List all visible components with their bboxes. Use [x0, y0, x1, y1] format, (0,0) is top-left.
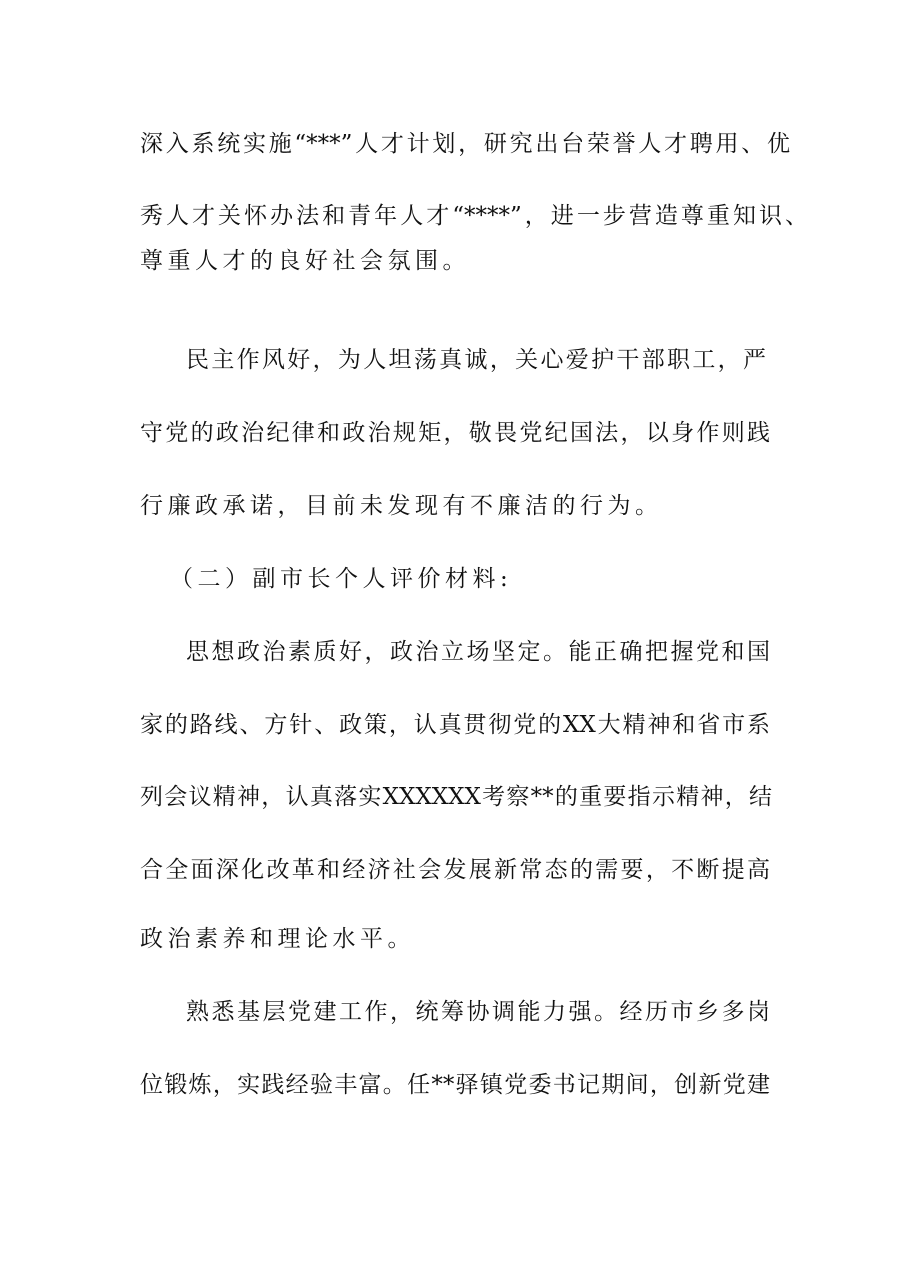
text-line: 民主作风好，为人坦荡真诚，关心爱护干部职工，严 [186, 347, 766, 373]
text-line: 列会议精神，认真落实XXXXXX考察**的重要指示精神，结 [140, 784, 772, 810]
text-line: 行廉政承诺，目前未发现有不廉洁的行为。 [140, 493, 663, 519]
text-line: 秀人才关怀办法和青年人才“****”，进一步营造尊重知识、 [140, 203, 808, 229]
text-line: 守党的政治纪律和政治规矩，敬畏党纪国法，以身作则践 [140, 420, 770, 446]
text-line: 合全面深化改革和经济社会发展新常态的需要，不断提高 [140, 857, 770, 883]
text-line: 政治素养和理论水平。 [140, 926, 415, 952]
text-line: 深入系统实施“***”人才计划，研究出台荣誉人才聘用、优 [140, 131, 790, 157]
text-line: 家的路线、方针、政策，认真贯彻党的XX大精神和省市系 [140, 712, 770, 738]
text-line: 位锻炼，实践经验丰富。任**驿镇党委书记期间，创新党建 [140, 1072, 770, 1098]
section-heading: （二）副市长个人评价材料: [170, 566, 513, 592]
text-line: 熟悉基层党建工作，统筹协调能力强。经历市乡多岗 [186, 999, 770, 1025]
text-line: 思想政治素质好，政治立场坚定。能正确把握党和国 [186, 639, 770, 665]
text-line: 尊重人才的良好社会氛围。 [140, 248, 470, 274]
